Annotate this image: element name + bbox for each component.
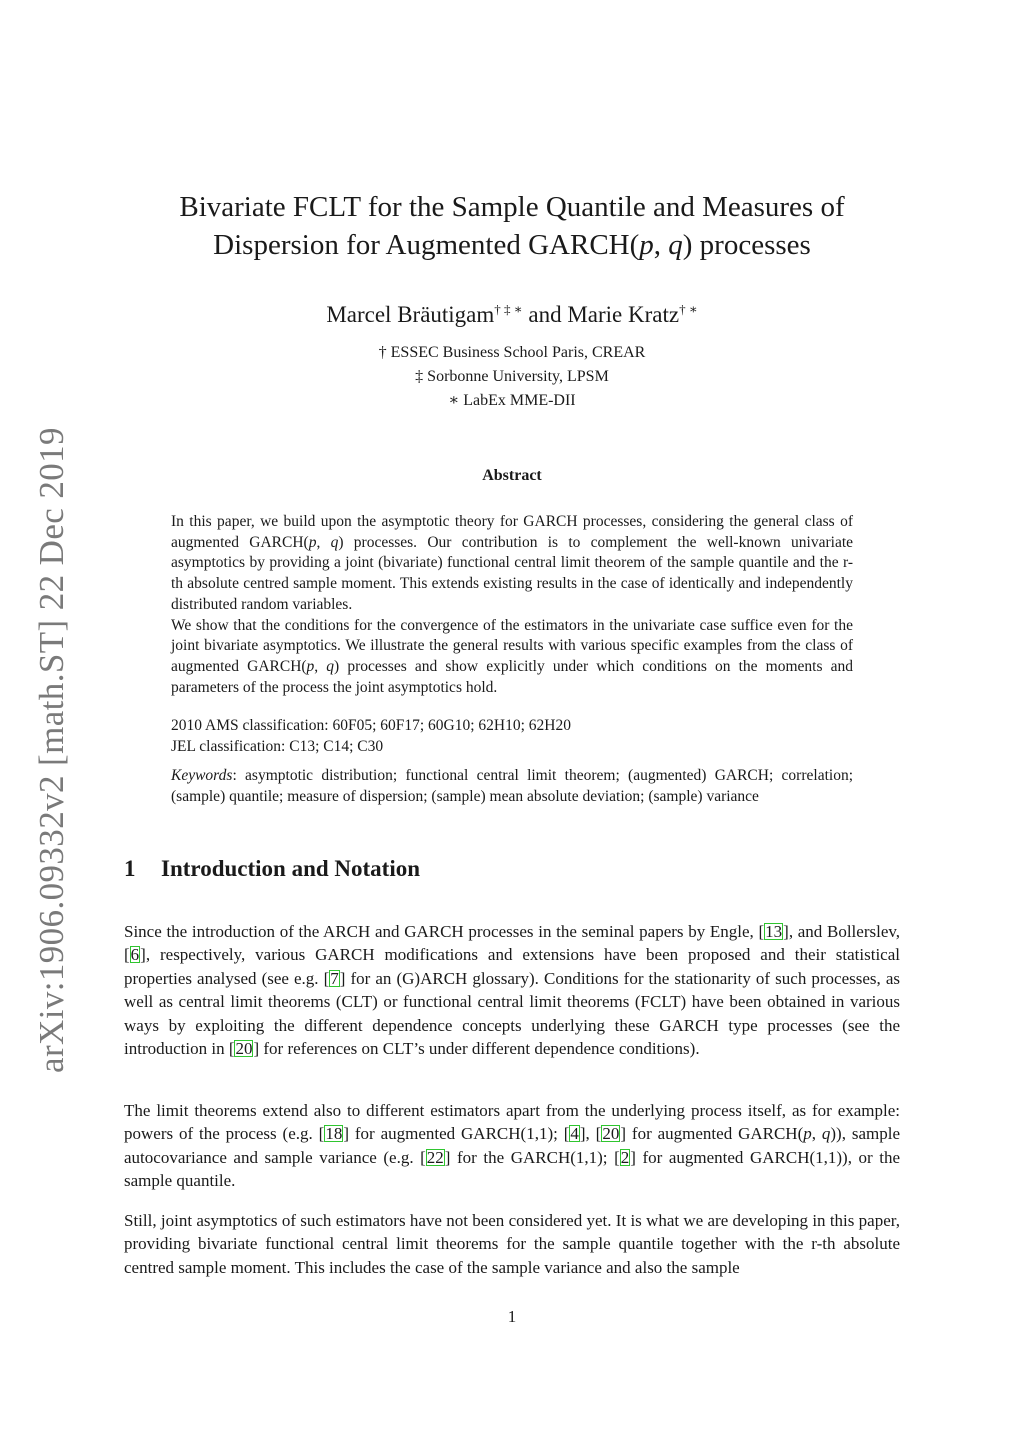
author-name: Marcel Bräutigam <box>326 302 495 327</box>
citation-link[interactable]: 20 <box>235 1039 253 1059</box>
page-number: 1 <box>507 1307 517 1326</box>
abstract-paragraph: We show that the conditions for the convergence of the estimators in the univariate case suffice even for the joint bivariate asymptotics. We illustrate the general results with various specific examples from the class of augmented GARCH(p, q) processes and show explicitly under which conditions on the moments and parameters of the process the joint asymptotics hold. <box>171 616 853 696</box>
arxiv-identifier: arXiv:1906.09332v2 [math.ST] 22 Dec 2019 <box>32 427 71 1073</box>
ams-classification: 2010 AMS classification: 60F05; 60F17; 60G10; 62H10; 62H20 <box>171 717 571 734</box>
author-list: Marcel Bräutigam† ‡ ∗ and Marie Kratz† ∗ <box>326 301 698 327</box>
jel-classification: JEL classification: C13; C14; C30 <box>171 738 384 755</box>
citation-link[interactable]: 7 <box>330 968 339 988</box>
section-number: 1 <box>124 856 136 881</box>
keywords-label: Keywords <box>171 767 233 784</box>
abstract-heading: Abstract <box>482 467 542 484</box>
citation-link[interactable]: 18 <box>325 1124 343 1144</box>
body-paragraph: Still, joint asymptotics of such estimators have not been considered yet. It is what we are developing in this paper, providing bivariate functional central limit theorems for the sample quantile together with the r-th absolute centred sample moment. This includes the case of the sample variance and also the sample <box>124 1211 900 1277</box>
citation-link[interactable]: 13 <box>765 922 783 941</box>
citation-link[interactable]: 22 <box>426 1147 444 1167</box>
abstract-paragraph: In this paper, we build upon the asymptotic theory for GARCH processes, considering the general class of augmented GARCH(p, q) processes. Our contribution is to complement the well-known univariate asymptotics by providing a joint (bivariate) functional central limit theorem of the sample quantile and the r-th absolute centred sample moment. This extends existing results in the case of identically and independently distributed random variables. <box>171 513 854 613</box>
keywords: Keywords: asymptotic distribution; functional central limit theorem; (augmented) GARCH; correlation; (sample) quantile; measure of dispersion; (sample) mean absolute deviation; (sample) variance <box>171 767 853 805</box>
author-affiliation-marks: † ‡ ∗ <box>494 301 523 317</box>
section-heading <box>124 856 420 882</box>
abstract-body <box>171 512 853 698</box>
citation-link[interactable]: 4 <box>570 1124 579 1144</box>
affiliation: ‡ Sorbonne University, LPSM <box>415 368 609 385</box>
body-paragraph: Since the introduction of the ARCH and GARCH processes in the seminal papers by Engle, [13], and Bollerslev, [6], respectively, various GARCH modifications and extensions have been proposed and their statistical properties analysed (see e.g. [7] for an (G)ARCH glossary). Conditions for the stationarity of such processes, as well as central limit theorems (CLT) or functional central limit theorems (FCLT) have been obtained in various ways by exploiting the different dependence concepts underlying these GARCH type processes (see the introduction in [20] for references on CLT’s under different dependence conditions). <box>124 922 901 1059</box>
body-paragraph: The limit theorems extend also to different estimators apart from the underlying process itself, as for example: powers of the process (e.g. [18] for augmented GARCH(1,1); [4], [20] for augmented GARCH(p, q)), sample autocovariance and sample variance (e.g. [22] for the GARCH(1,1); [2] for augmented GARCH(1,1)), or the sample quantile. <box>124 1101 901 1191</box>
affiliation: ∗ LabEx MME-DII <box>448 392 576 409</box>
paper-title <box>124 188 900 264</box>
title-line-2: Dispersion for Augmented GARCH(p, q) processes <box>213 229 811 261</box>
citation-link[interactable]: 2 <box>620 1147 630 1167</box>
citation-link[interactable]: 6 <box>130 945 140 965</box>
author-affiliation-marks: † ∗ <box>679 301 698 317</box>
affiliation: † ESSEC Business School Paris, CREAR <box>378 344 646 361</box>
section-title: Introduction and Notation <box>161 856 421 881</box>
citation-link[interactable]: 20 <box>602 1124 620 1144</box>
author-name: Marie Kratz <box>567 302 680 327</box>
title-line-1: Bivariate FCLT for the Sample Quantile and Measures of <box>179 191 845 223</box>
